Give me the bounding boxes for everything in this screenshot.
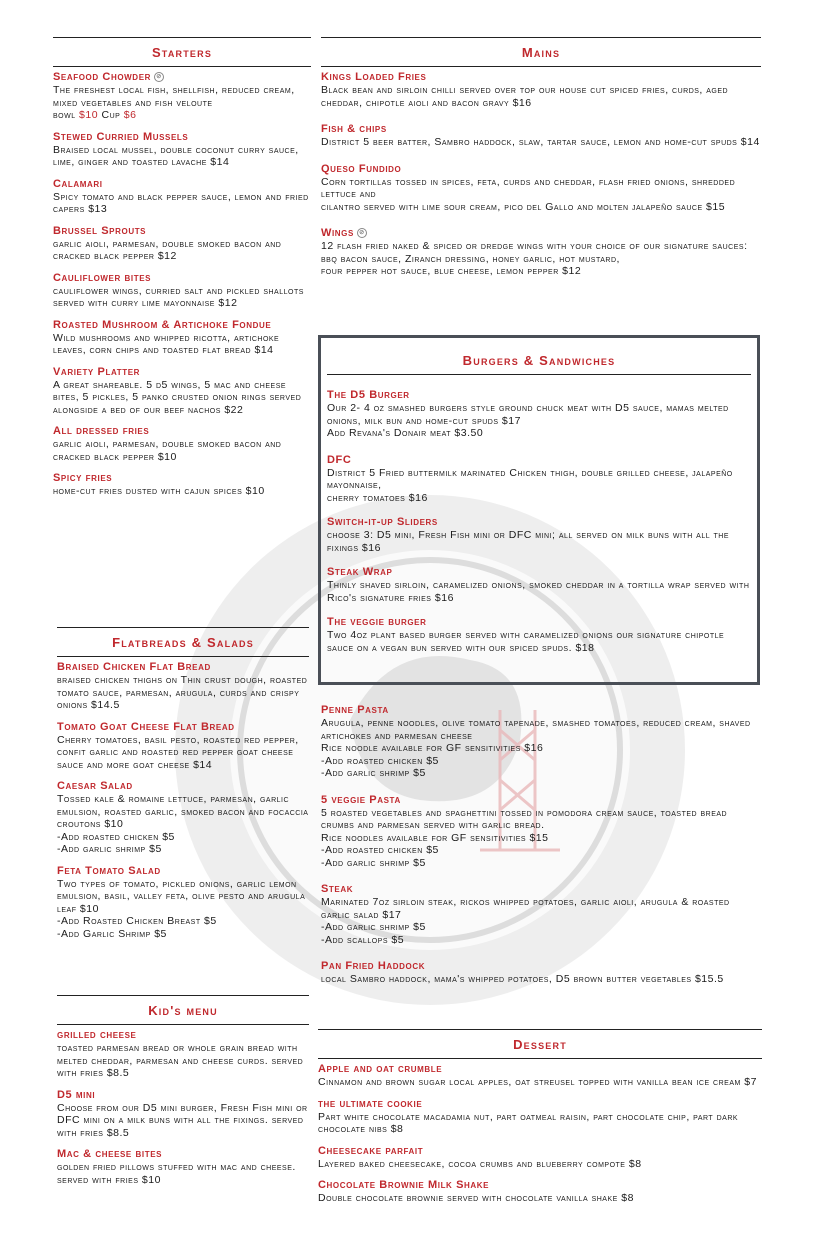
item-desc: golden fried pillows stuffed with mac and cheese. served with fries $10 (57, 1161, 296, 1186)
menu-item (327, 454, 751, 505)
item-desc: The freshest local fish, shellfish, reduced cream, mixed vegetables and fish veloute (53, 84, 295, 109)
menu-item (53, 71, 311, 122)
item-name: Calamari (53, 177, 103, 190)
starters-title: Starters (53, 38, 311, 67)
burgers-section (318, 335, 760, 685)
menu-item (321, 704, 761, 780)
menu-item (53, 425, 311, 463)
flatbreads-title: Flatbreads & Salads (57, 628, 309, 657)
item-name: Braised Chicken Flat Bread (57, 661, 211, 673)
dessert-title: Dessert (318, 1030, 762, 1059)
item-desc: Choose from our D5 mini burger, Fresh Fish mini or DFC mini on a milk buns with all the fixings. served with fries $8.5 (57, 1101, 308, 1139)
item-name: D5 mini (57, 1088, 96, 1101)
menu-item (57, 1089, 309, 1140)
menu-item (57, 1148, 309, 1186)
item-name: Apple and oat crumble (318, 1063, 443, 1075)
item-name: Switch-it-up Sliders (327, 516, 438, 528)
menu-item (53, 472, 311, 498)
item-desc: 12 flash fried naked & spiced or dredge wings with your choice of our signature sauces: bbq bacon sauce, Ziranch dressing, honey garlic, hot mustard, four pepper hot sauce, blue cheese, lemon pepper $12 (321, 240, 748, 277)
item-name: Brussel Sprouts (53, 224, 147, 237)
item-desc: braised chicken thighs on Thin crust dough, roasted tomato sauce, parmesan, arugula, curds and crispy onions $14.5 (57, 674, 308, 711)
item-name: the ultimate cookie (318, 1097, 423, 1110)
menu-item (321, 883, 761, 946)
item-desc: Thinly shaved sirloin, caramelized onions, smoked cheddar in a tortilla wrap served with Rico's signature fries $16 (327, 579, 750, 604)
item-desc: local Sambro haddock, mama's whipped potatoes, D5 brown butter vegetables $15.5 (321, 973, 724, 985)
item-name: Penne Pasta (321, 704, 389, 716)
item-desc: District 5 beer batter, Sambro haddock, slaw, tartar sauce, lemon and home-cut spuds $14 (321, 136, 760, 148)
menu-item (327, 566, 751, 604)
item-desc: garlic aioli, parmesan, double smoked bacon and cracked black pepper $12 (53, 237, 282, 262)
item-name: Caesar Salad (57, 780, 133, 792)
item-name: Fish & chips (321, 123, 387, 135)
item-desc: District 5 Fried buttermilk marinated Chicken thigh, double grilled cheese, jalapeño mayonnaise, cherry tomatoes $16 (327, 466, 733, 504)
menu-item (321, 960, 761, 986)
menu-item (53, 131, 311, 169)
item-name: Wings ⊘ (321, 227, 761, 240)
item-desc: Our 2- 4 oz smashed burgers style ground chuck meat with D5 sauce, mamas melted onions, milk bun and home-cut spuds $17 Add Revana's Donair meat $3.50 (327, 402, 729, 439)
item-desc: Layered baked cheesecake, cocoa crumbs and blueberry compote $8 (318, 1157, 642, 1170)
menu-item (57, 721, 309, 772)
mains-section (321, 37, 761, 278)
item-name: Seafood Chowder ⊘ (53, 71, 311, 84)
item-name: Kings Loaded Fries (321, 71, 427, 83)
menu-item (327, 389, 751, 440)
kids-section (57, 995, 309, 1186)
menu-item (57, 661, 309, 712)
menu-item (321, 163, 761, 214)
menu-item (53, 366, 311, 417)
mains-continued-section (321, 704, 761, 986)
menu-item (53, 272, 311, 310)
item-desc: Double chocolate brownie served with chocolate vanilla shake $8 (318, 1192, 634, 1204)
item-desc: garlic aioli, parmesan, double smoked bacon and cracked black pepper $10 (53, 438, 282, 463)
item-desc: cauliflower wings, curried salt and pickled shallots served with curry lime mayonnaise $12 (53, 284, 304, 309)
item-desc: choose 3: D5 mini, Fresh Fish mini or DFC mini; all served on milk buns with all the fixings $16 (327, 529, 730, 554)
item-name: The veggie burger (327, 616, 427, 628)
item-desc: home-cut fries dusted with cajun spices $10 (53, 485, 265, 497)
item-price: bowl $10 Cup $6 (53, 109, 137, 121)
item-name: DFC (327, 453, 352, 466)
item-desc: Part white chocolate macadamia nut, part oatmeal raisin, part chocolate chip, part dark chocolate nibs $8 (318, 1110, 739, 1135)
burgers-title: Burgers & Sandwiches (327, 346, 751, 375)
menu-item (327, 616, 751, 654)
item-desc: A great shareable. 5 d5 wings, 5 mac and cheese bites, 5 pickles, 5 panko crusted onion rings served alongside a bed of our beef nachos $22 (53, 378, 302, 416)
item-desc: Cinnamon and brown sugar local apples, oat streusel topped with vanilla bean ice cream $7 (318, 1076, 757, 1088)
menu-item (318, 1145, 762, 1171)
item-desc: Black bean and sirloin chilli served over top our house cut spiced fries, curds, aged cheddar, chipotle aioli and bacon gravy $16 (321, 84, 729, 109)
item-name: Steak (321, 883, 354, 895)
item-desc: Two 4oz plant based burger served with caramelized onions our signature chipotle sauce on a vegan bun served with our spiced spuds. $18 (327, 629, 725, 654)
flatbreads-section (57, 627, 309, 940)
item-name: Roasted Mushroom & Artichoke Fondue (53, 318, 272, 331)
item-name: Stewed Curried Mussels (53, 130, 189, 143)
item-desc: Spicy tomato and black pepper sauce, lemon and fried capers $13 (53, 190, 309, 215)
item-name: Tomato Goat Cheese Flat Bread (57, 720, 235, 733)
gluten-free-icon: ⊘ (357, 228, 367, 238)
item-desc: Braised local mussel, double coconut curry sauce, lime, ginger and toasted lavache $14 (53, 143, 299, 168)
menu-item (318, 1179, 762, 1205)
item-name: Cauliflower bites (53, 271, 152, 284)
menu-item (327, 516, 751, 554)
item-name: The D5 Burger (327, 389, 410, 401)
menu-item (57, 780, 309, 856)
item-name: Steak Wrap (327, 566, 393, 578)
menu-item (57, 1029, 309, 1080)
menu-item (53, 178, 311, 216)
item-name: Feta Tomato Salad (57, 864, 161, 877)
item-desc: Two types of tomato, pickled onions, garlic lemon emulsion, basil, valley feta, olive pesto and arugula leaf $10 -Add Roasted Chicken Breast $5 -Add Garlic Shrimp $5 (57, 877, 306, 940)
menu-item (53, 225, 311, 263)
item-name: 5 veggie Pasta (321, 793, 401, 806)
item-desc: Cherry tomatoes, basil pesto, roasted red pepper, confit garlic and roasted red pepper goat cheese sauce and more goat cheese $14 (57, 733, 299, 771)
item-name: Spicy fries (53, 472, 113, 484)
gluten-free-icon: ⊘ (154, 72, 164, 82)
menu-item (321, 71, 761, 109)
menu-item (321, 794, 761, 870)
menu-item (57, 865, 309, 941)
item-desc: 5 roasted vegetables and spaghettini tossed in pomodora cream sauce, toasted bread crumbs and parmesan served with garlic bread. Rice noodles available for GF sensitivities $15 -Add roasted chicken $5 -Add garlic shrimp $5 (321, 806, 728, 869)
item-desc: Corn tortillas tossed in spices, feta, curds and cheddar, flash fried onions, shredded lettuce and cilantro served with lime sour cream, pico del Gallo and molten jalapeño sauce $15 (321, 175, 736, 213)
menu-item (318, 1098, 762, 1136)
menu-item (321, 227, 761, 278)
item-name: Queso Fundido (321, 162, 402, 175)
menu-item (53, 319, 311, 357)
mains-title: Mains (321, 38, 761, 67)
item-name: All dressed fries (53, 425, 150, 437)
item-name: Pan Fried Haddock (321, 960, 426, 972)
menu-item (321, 123, 761, 149)
item-desc: Arugula, penne noodles, olive tomato tapenade, smashed tomatoes, reduced cream, shaved artichokes and parmesan cheese Rice noodle available for GF sensitivities $16 -Add roasted chicken $5 -Add garlic shrimp $5 (321, 717, 751, 779)
item-desc: toasted parmesan bread or whole grain bread with melted cheddar, parmesan and cheese curds. served with fries $8.5 (57, 1042, 304, 1079)
item-name: Mac & cheese bites (57, 1148, 163, 1160)
item-name: Cheesecake parfait (318, 1144, 424, 1157)
item-name: Chocolate Brownie Milk Shake (318, 1179, 490, 1191)
dessert-section (318, 1029, 762, 1205)
item-name: Variety Platter (53, 365, 141, 378)
item-name: grilled cheese (57, 1029, 137, 1041)
kids-title: Kid's menu (57, 996, 309, 1025)
item-desc: Marinated 7oz sirloin steak, rickos whipped potatoes, garlic aioli, arugula & roasted garlic salad $17 -Add garlic shrimp $5 -Add scallops $5 (321, 896, 730, 946)
starters-section (53, 37, 311, 498)
item-desc: Wild mushrooms and whipped ricotta, artichoke leaves, corn chips and toasted flat bread $14 (53, 331, 280, 356)
menu-item (318, 1063, 762, 1089)
item-desc: Tossed kale & romaine lettuce, parmesan, garlic emulsion, roasted garlic, smoked bacon and focaccia croutons $10 -Add roasted chicken $5 -Add garlic shrimp $5 (57, 793, 309, 855)
